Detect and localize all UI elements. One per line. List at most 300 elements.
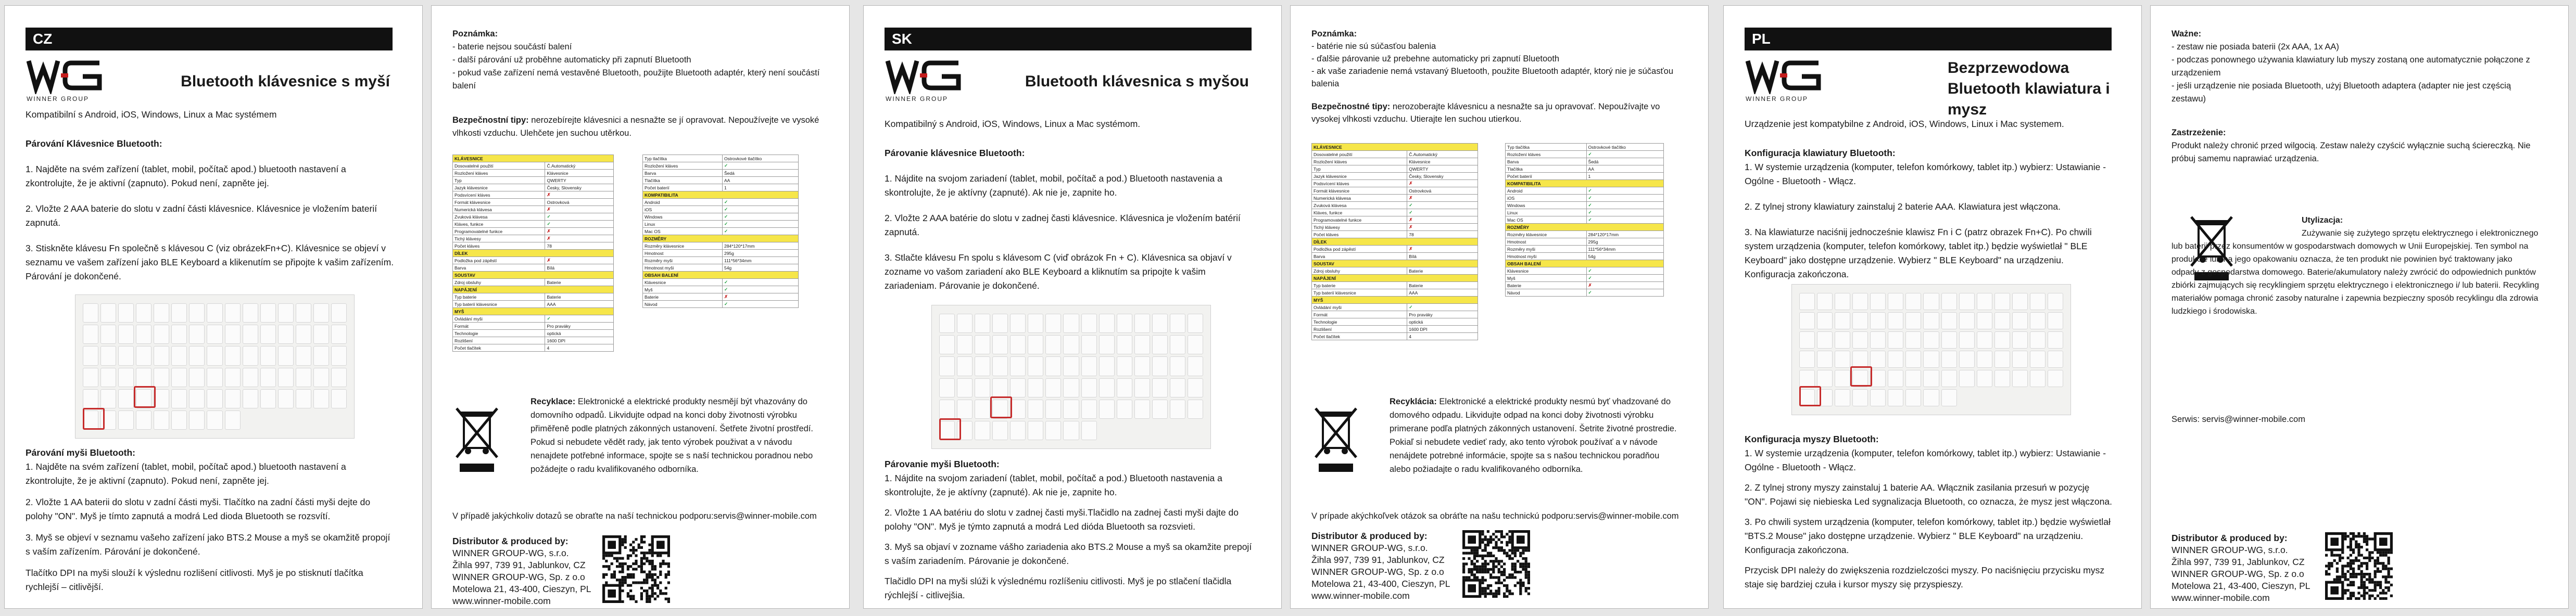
page-pl-instructions: [1723, 5, 2142, 609]
keycap: [1045, 335, 1061, 354]
keycap: [260, 389, 276, 408]
recycle-text: Elektronické a elektrické produkty nesmú byť vhadzované do domového odpadu. Likvidujte odpad na konci doby životnosti výrobku primerane podľa platných zákonných ustanovení. Šetrite životné prostredie. Pokiaľ si nebudete vedieť rady, ako tento výrobok používať a v návode nenájdete potrebné informácie, spojte sa s našou technickou poradňou alebo požiadajte o radu kvalifikovaného odborníka.: [1390, 397, 1677, 474]
keycap: [1870, 293, 1886, 310]
keyboard-keys: [83, 303, 347, 430]
note-block: [452, 28, 822, 93]
table-cell-value: 295g: [722, 250, 798, 257]
table-cell-label: Rozložení kláves: [643, 162, 723, 170]
keycap: [975, 400, 990, 419]
table-row: [643, 264, 799, 272]
keycap: [1994, 331, 2010, 349]
table-cell-label: iOS: [1506, 195, 1587, 202]
keycap: [1152, 314, 1168, 333]
keycap: [118, 368, 134, 387]
table-cell-value: Č.Automatický: [1407, 151, 1478, 158]
check-icon: ✓: [1407, 209, 1478, 216]
ms-step-2: 2. Vložte 1 AA baterii do slotu v zadní části myši. Tlačítko na zadní části myši dejte do polohy "ON". Myš je tímto zapnutá a modrá Led dioda Bluetooth se rozsvítí.: [26, 497, 371, 521]
keycap: [243, 389, 258, 408]
util-text: Zużywanie się zużytego sprzętu elektrycznego i elektronicznego lub baterii przez konsumentów w gospodarstwach domowych w Unii Europejskiej. Ten symbol na produkcie lub na jego opakowaniu oznacza, że ten produkt nie powinien być traktowany jako odpady z gospodarstwa domowego. Baterie/akumulatory należy zwrócić do odpowiednich punktów zbiórki zajmujących się recyklingiem sprzętu elektrycznego i elektronicznego i/ lub baterii. Recykling materiałów pomaga chronić zasoby naturalne i zapewnia bezpieczny sposób recyklingu dla zdrowia ludzkiego i środowiska.: [2171, 229, 2540, 316]
keycap: [1099, 314, 1115, 333]
keycap: [1152, 356, 1168, 376]
table-row: [1312, 158, 1478, 165]
table-section-label: OBSAH BALENÍ: [1506, 260, 1664, 267]
note-text: - batérie nie sú súčasťou balenia - ďalšie párovanie už prebehne automaticky pri zapnutí Bluetooth - ak vaše zariadenie nemá vstavaný Bluetooth, použite Bluetooth adaptér, ktorý nie je súčasťou balenia: [1311, 42, 1674, 88]
table-section-row: [1506, 180, 1664, 187]
table-cell-label: Typ: [1312, 165, 1407, 173]
keycap: [1081, 335, 1097, 354]
table-cell-label: Návod: [1506, 289, 1587, 297]
table-row: [1506, 165, 1664, 173]
keycap: [1063, 378, 1079, 397]
table-section-row: [453, 286, 614, 293]
keycap: [1188, 356, 1203, 376]
table-row: [453, 279, 614, 286]
keycap: [1799, 293, 1815, 310]
keycap: [225, 346, 241, 365]
spec-table-left: [452, 155, 614, 352]
table-section-row: [453, 308, 614, 315]
table-cell-label: Podložka pod zápěstí: [1312, 246, 1407, 253]
check-icon: ✓: [722, 213, 798, 221]
check-icon: ✓: [722, 162, 798, 170]
keycap: [136, 303, 151, 323]
table-row: [453, 330, 614, 337]
keycap: [1905, 312, 1921, 329]
table-row: [1312, 224, 1478, 231]
table-cell-label: Barva: [1312, 253, 1407, 260]
keycap: [1799, 331, 1815, 349]
table-section-row: [1312, 275, 1478, 282]
keycap: [1099, 335, 1115, 354]
recycle-block: [531, 395, 822, 476]
keyboard-photo: [1791, 284, 2071, 415]
keycap: [189, 410, 205, 430]
recycle-text: Elektronické a elektrické produkty nesmějí být vhazovány do domovního odpadů. Likvidujte odpad na konci doby životnosti výrobku přiměřeně podle platných zákonných ustanovení. Šetřete životní prostředí. Pokud si nebudete vědět rady, jak tento výrobek použivat a v návodu nenajdete potřebné informace, spojte se s naší technickou poradnou nebo požádejte o radu kvalifikovaného odborníka.: [531, 397, 813, 474]
keycap: [171, 368, 187, 387]
keycap: [1941, 370, 1957, 387]
table-row: [643, 279, 799, 286]
keycap: [136, 368, 151, 387]
table-cell-label: Tlačítka: [1506, 165, 1587, 173]
table-cell-label: Rozměry myši: [1506, 246, 1587, 253]
table-section-label: NAPÁJENÍ: [1312, 275, 1478, 282]
table-cell-value: Klávesnice: [545, 170, 614, 177]
keycap: [189, 325, 205, 344]
table-row: [1312, 333, 1478, 340]
table-row: [1312, 326, 1478, 333]
spec-table-right: [642, 155, 799, 308]
keycap: [100, 303, 116, 323]
table-row: [643, 257, 799, 264]
keycap: [207, 346, 222, 365]
keycap: [975, 314, 990, 333]
keycap: [296, 389, 311, 408]
keycap: [1923, 331, 1939, 349]
keycap: [1835, 331, 1850, 349]
winner-group-logo: [1746, 58, 1824, 102]
keycap: [1941, 351, 1957, 368]
ms-dpi: Tlačidlo DPI na myši slúži k výslednému rozlíšeniu citlivosti. Myš je po stlačení tlačidla rýchlejší - citlivejšia.: [885, 576, 1232, 600]
table-cell-label: Tlačítka: [643, 177, 723, 184]
keycap: [154, 389, 169, 408]
keycap: [1028, 356, 1043, 376]
keycap: [1870, 331, 1886, 349]
note-block: [1311, 28, 1681, 90]
table-section-row: [453, 272, 614, 279]
keycap: [1117, 314, 1132, 333]
table-row: [1312, 202, 1478, 209]
table-cell-value: AAA: [1407, 289, 1478, 297]
table-cell-value: Bílá: [1407, 253, 1478, 260]
table-row: [453, 199, 614, 206]
keycap: [1905, 293, 1921, 310]
table-cell-value: Baterie: [545, 293, 614, 301]
note-block: [2171, 28, 2541, 106]
table-row: [1312, 173, 1478, 180]
check-icon: ✓: [1586, 151, 1663, 158]
table-section-row: [643, 272, 799, 279]
table-row: [453, 344, 614, 352]
table-section-label: OBSAH BALENÍ: [643, 272, 799, 279]
keycap: [118, 346, 134, 365]
keycap: [278, 389, 294, 408]
keycap: [2048, 312, 2063, 329]
table-cell-label: Jazyk klávesnice: [453, 184, 545, 191]
keycap: [2012, 351, 2028, 368]
table-section-row: [1506, 224, 1664, 231]
table-row: [643, 199, 799, 206]
keycap: [1905, 389, 1921, 406]
kb-step-3: 3. Stlačte klávesu Fn spolu s klávesom C (viď obrázok Fn + C). Klávesnica sa objaví v zozname vo vašom zariadení ako BLE Keyboard a kliknutím sa pripojte k vašim zariadeniam. Párovanie je dokončené.: [885, 252, 1232, 291]
table-row: [1506, 158, 1664, 165]
keycap: [1835, 312, 1850, 329]
table-cell-label: Programovatelné funkce: [1312, 216, 1407, 224]
table-cell-label: Zdroj obsluhy: [1312, 267, 1407, 275]
keycap: [260, 303, 276, 323]
page-cz-instructions: [4, 5, 423, 609]
table-cell-label: Počet tlačítek: [1312, 333, 1407, 340]
table-cell-value: 1600 DPI: [1407, 326, 1478, 333]
keycap: [260, 325, 276, 344]
keycap: [1134, 400, 1150, 419]
table-cell-value: Baterie: [1407, 282, 1478, 289]
table-cell-label: iOS: [643, 206, 723, 213]
distributor-block: [1311, 530, 1450, 602]
keycap: [1870, 370, 1886, 387]
keycap: [243, 325, 258, 344]
keycap: [939, 314, 955, 333]
keycap: [1905, 370, 1921, 387]
table-cell-value: 4: [545, 344, 614, 352]
keycap: [171, 410, 187, 430]
table-row: [1506, 246, 1664, 253]
kb-step-3: 3. Stiskněte klávesu Fn společně s klávesou C (viz obrázekFn+C). Klávesnice se objeví v seznamu ve vašem zařízení jako BLE Keyboard a klikenutím se připojte k vašim zařízením. Párování je dokončené.: [26, 243, 394, 281]
table-cell-value: Pro praváky: [545, 323, 614, 330]
table-row: [453, 162, 614, 170]
table-cell-value: AA: [1586, 165, 1663, 173]
table-cell-value: 295g: [1586, 238, 1663, 246]
keycap: [1045, 400, 1061, 419]
table-cell-label: Formát klávesnice: [1312, 187, 1407, 195]
qr-code: [602, 535, 670, 603]
table-section-label: KOMPATIBILITA: [1506, 180, 1664, 187]
qr-code: [2325, 532, 2393, 600]
keycap: [992, 421, 1008, 440]
table-row: [1312, 318, 1478, 326]
keycap: [1188, 314, 1203, 333]
keycap: [296, 303, 311, 323]
keycap: [1134, 335, 1150, 354]
dist-text: WINNER GROUP-WG, s.r.o. Žihla 997, 739 91, Jablunkov, CZ WINNER GROUP-WG, Sp. z o.o Motelowa 21, 43-400, Cieszyn, PL www.winner-mobile.com: [2171, 545, 2310, 603]
table-row: [1506, 253, 1664, 260]
keycap: [1888, 312, 1903, 329]
table-cell-label: Technologie: [453, 330, 545, 337]
keycap: [118, 389, 134, 408]
check-icon: ✓: [545, 221, 614, 228]
table-cell-value: 1: [1586, 173, 1663, 180]
ms-heading: Konfiguracja myszy Bluetooth:: [1745, 434, 1879, 444]
table-row: [1312, 282, 1478, 289]
keycap: [1081, 378, 1097, 397]
table-cell-value: QWERTY: [545, 177, 614, 184]
table-row: [643, 221, 799, 228]
table-row: [1312, 209, 1478, 216]
table-cell-label: Rozměry klávesnice: [643, 242, 723, 250]
keycap: [243, 303, 258, 323]
keycap: [1117, 356, 1132, 376]
table-cell-label: Myš: [643, 286, 723, 293]
table-cell-label: Numerická klávesa: [453, 206, 545, 213]
keycap: [2030, 351, 2045, 368]
winner-group-logo: [886, 58, 964, 102]
keycap: [154, 346, 169, 365]
keycap: [1923, 293, 1939, 310]
table-cell-label: Klávesnice: [1506, 267, 1587, 275]
check-icon: ✓: [722, 228, 798, 235]
keycap: [1063, 421, 1079, 440]
safety-block: [452, 114, 822, 140]
table-cell-value: 78: [1407, 231, 1478, 238]
ms-dpi: Tlačítko DPI na myši slouží k výslednu rozlišení citlivosti. Myš je po stisknutí tlačítka rychlejší – citlivější.: [26, 568, 363, 592]
keycap: [1170, 378, 1185, 397]
table-cell-value: Šedá: [722, 170, 798, 177]
table-cell-value: 54g: [1586, 253, 1663, 260]
table-row: [1506, 151, 1664, 158]
keycap: [1852, 389, 1868, 406]
table-section-row: [643, 235, 799, 242]
table-row: [453, 235, 614, 242]
keycap: [1817, 293, 1833, 310]
table-cell-label: Typ baterií klávesnice: [453, 301, 545, 308]
table-section-label: ROZMĚRY: [643, 235, 799, 242]
compat-line: Kompatibilní s Android, iOS, Windows, Linux a Mac systémem: [26, 109, 277, 120]
page-sk-instructions: [863, 5, 1282, 609]
table-cell-label: Baterie: [643, 293, 723, 301]
check-icon: ✓: [1586, 275, 1663, 282]
table-row: [1312, 304, 1478, 311]
keycap: [1081, 400, 1097, 419]
keycap: [189, 346, 205, 365]
keycap: [1152, 335, 1168, 354]
table-cell-label: Podsvícení kláves: [453, 191, 545, 199]
keycap: [1045, 356, 1061, 376]
table-cell-label: Rozložení kláves: [1506, 151, 1587, 158]
keycap: [118, 325, 134, 344]
keycap: [992, 314, 1008, 333]
table-row: [1506, 209, 1664, 216]
check-icon: ✓: [1586, 202, 1663, 209]
keycap: [1959, 331, 1975, 349]
dist-heading: Distributor & produced by:: [1311, 531, 1428, 541]
keycap: [225, 303, 241, 323]
table-cell-value: Ostrovková: [545, 199, 614, 206]
table-cell-value: Č.Automatický: [545, 162, 614, 170]
keycap: [1835, 370, 1850, 387]
keycap: [1134, 378, 1150, 397]
keycap: [296, 368, 311, 387]
table-row: [1312, 165, 1478, 173]
keycap: [1923, 351, 1939, 368]
keycap: [1188, 335, 1203, 354]
keycap: [154, 303, 169, 323]
table-cell-value: optická: [1407, 318, 1478, 326]
check-icon: ✓: [722, 279, 798, 286]
table-cell-value: Ostrovková: [1407, 187, 1478, 195]
table-section-row: [643, 191, 799, 199]
keycap: [100, 368, 116, 387]
keycap: [296, 346, 311, 365]
check-icon: ✓: [1586, 209, 1663, 216]
table-cell-label: Návod: [643, 301, 723, 308]
check-icon: ✓: [545, 213, 614, 221]
table-cell-label: Barva: [453, 264, 545, 272]
keycap: [207, 303, 222, 323]
table-cell-value: 111*56*34mm: [1586, 246, 1663, 253]
keycap: [296, 325, 311, 344]
table-row: [643, 228, 799, 235]
keycap: [1170, 400, 1185, 419]
keycap: [1959, 312, 1975, 329]
table-section-label: MYŠ: [453, 308, 614, 315]
keyboard-pairing: [26, 137, 395, 284]
recycle-heading: Recyklácia:: [1390, 397, 1437, 406]
table-cell-label: Typ: [453, 177, 545, 184]
keycap: [1888, 293, 1903, 310]
table-cell-label: Formát: [453, 323, 545, 330]
keycap: [1994, 370, 2010, 387]
keycap: [136, 325, 151, 344]
keycap: [331, 389, 347, 408]
table-row: [643, 155, 799, 162]
table-cell-label: Tichý klávesy: [453, 235, 545, 242]
table-cell-value: 284*120*17mm: [1586, 231, 1663, 238]
keycap: [1028, 314, 1043, 333]
warning-heading: Zastrzeżenie:: [2171, 128, 2226, 137]
table-cell-label: Rozložení kláves: [453, 170, 545, 177]
keycap: [243, 346, 258, 365]
table-row: [1506, 216, 1664, 224]
keycap: [1977, 351, 1992, 368]
table-section-label: MYŠ: [1312, 297, 1478, 304]
ms-step-2: 2. Vložte 1 AA batériu do slotu v zadnej časti myši.Tlačidlo na zadnej časti myši dajte do polohy "ON". Myš je týmto zapnutá a modrá Led dióda Bluetooth sa rozsvieti.: [885, 507, 1239, 532]
keycap: [1081, 356, 1097, 376]
cross-icon: ✗: [1407, 180, 1478, 187]
table-row: [1312, 151, 1478, 158]
keycap: [1835, 389, 1850, 406]
keycap: [331, 325, 347, 344]
ms-heading: Párování myši Bluetooth:: [26, 447, 136, 458]
keycap: [2048, 351, 2063, 368]
table-cell-label: Numerická klávesa: [1312, 195, 1407, 202]
table-row: [453, 315, 614, 323]
note-text: - zestaw nie posiada baterii (2x AAA, 1x AA) - podczas ponownego używania klawiatury lub myszy zostaną one automatycznie połączone z urządzeniem - jeśli urządzenie nie posiada Bluetooth, użyj Bluetooth adaptera (adapter nie jest częścią zestawu): [2171, 42, 2530, 104]
weee-bin-icon: [452, 405, 502, 476]
check-icon: ✓: [1407, 304, 1478, 311]
ms-step-3: 3. Po chwili system urządzenia (komputer, telefon komórkowy, tablet itp.) będzie wyświetlał "BTS.2 Mouse" jako dostępne urządzenie. Wybierz " BLE Keyboard" na urządzeniu. Konfiguracja zakończona.: [1745, 517, 2111, 555]
table-cell-label: Hmotnost: [1506, 238, 1587, 246]
check-icon: ✓: [722, 199, 798, 206]
table-section-label: SOUSTAV: [453, 272, 614, 279]
keycap: [1010, 314, 1026, 333]
keycap: [1117, 400, 1132, 419]
kb-step-2: 2. Vložte 2 AAA batérie do slotu v zadnej časti klávesnice. Klávesnica je vložením batérií zapnutá.: [885, 213, 1241, 237]
keycap: [939, 335, 955, 354]
safety-block: [1311, 100, 1681, 125]
keycap: [225, 325, 241, 344]
keycap: [2030, 312, 2045, 329]
table-section-row: [1312, 238, 1478, 246]
ms-step-1: 1. W systemie urządzenia (komputer, telefon komórkowy, tablet itp.) wybierz: Ustawianie - Ogólne - Bluetooth - Włącz.: [1745, 448, 2106, 472]
table-section-row: [1506, 260, 1664, 267]
keycap: [992, 356, 1008, 376]
keycap: [1170, 335, 1185, 354]
keycap: [83, 368, 98, 387]
util-heading: Utylizacja:: [2302, 216, 2343, 225]
keycap: [1923, 370, 1939, 387]
keycap: [154, 368, 169, 387]
keycap: [1028, 378, 1043, 397]
table-cell-value: 1600 DPI: [545, 337, 614, 344]
table-cell-label: Podložka pod zápěstí: [453, 257, 545, 264]
keycap: [1152, 400, 1168, 419]
keycap: [154, 325, 169, 344]
keycap: [992, 335, 1008, 354]
recycle-heading: Recyklace:: [531, 397, 576, 406]
keycap: [939, 400, 955, 419]
table-row: [453, 221, 614, 228]
table-cell-value: Ostrovkové tlačítko: [722, 155, 798, 162]
mouse-pairing: [1745, 432, 2114, 592]
table-row: [643, 177, 799, 184]
table-row: [1506, 195, 1664, 202]
table-cell-label: Zvuková klávesa: [1312, 202, 1407, 209]
keycap: [225, 368, 241, 387]
check-icon: ✓: [722, 206, 798, 213]
note-heading: Ważne:: [2171, 29, 2202, 38]
check-icon: ✓: [1586, 195, 1663, 202]
keycap: [1941, 389, 1957, 406]
table-row: [1506, 267, 1664, 275]
keycap: [939, 356, 955, 376]
keycap: [207, 325, 222, 344]
spec-table-left: [1311, 143, 1478, 340]
keycap: [1170, 314, 1185, 333]
cross-icon: ✗: [545, 257, 614, 264]
distributor-block: [452, 535, 591, 607]
keycap: [1959, 293, 1975, 310]
keycap: [171, 303, 187, 323]
table-cell-value: Česky, Slovensky: [545, 184, 614, 191]
